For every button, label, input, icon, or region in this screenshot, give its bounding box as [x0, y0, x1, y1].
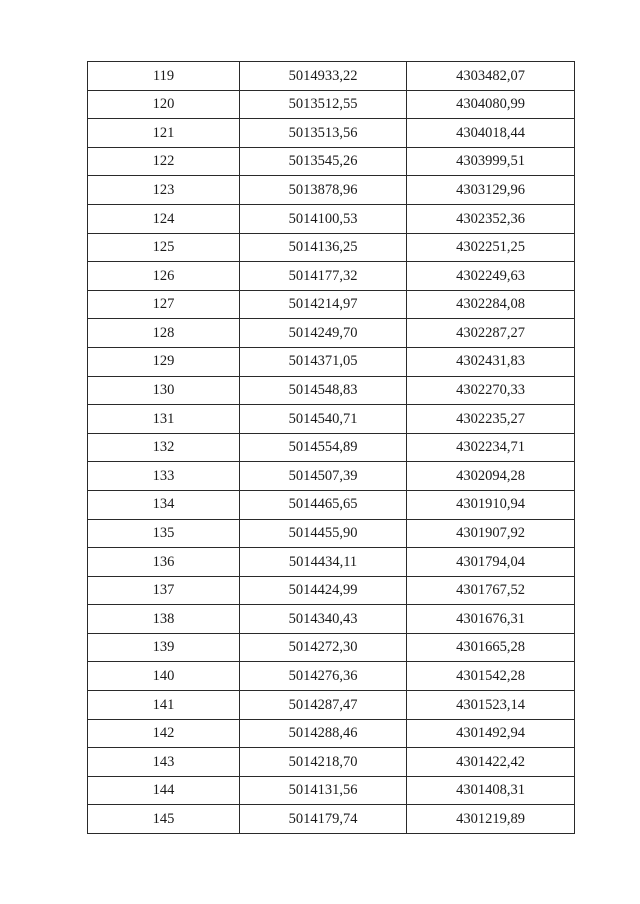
x-coordinate-cell: 5014548,83 — [240, 376, 407, 405]
table-row — [88, 490, 575, 519]
point-number-cell: 130 — [88, 376, 240, 405]
table-row — [88, 319, 575, 348]
point-number-cell: 145 — [88, 805, 240, 834]
y-coordinate-cell: 4302094,28 — [407, 462, 575, 491]
x-coordinate-cell: 5014455,90 — [240, 519, 407, 548]
point-number-cell: 142 — [88, 719, 240, 748]
point-number-cell: 126 — [88, 262, 240, 291]
x-coordinate-cell: 5013545,26 — [240, 147, 407, 176]
y-coordinate-cell: 4301219,89 — [407, 805, 575, 834]
table-row — [88, 147, 575, 176]
point-number-cell: 124 — [88, 204, 240, 233]
x-coordinate-cell: 5014136,25 — [240, 233, 407, 262]
table-row — [88, 776, 575, 805]
x-coordinate-cell: 5013513,56 — [240, 119, 407, 148]
x-coordinate-cell: 5014554,89 — [240, 433, 407, 462]
coordinates-table — [87, 61, 575, 834]
x-coordinate-cell: 5014288,46 — [240, 719, 407, 748]
y-coordinate-cell: 4302249,63 — [407, 262, 575, 291]
x-coordinate-cell: 5014214,97 — [240, 290, 407, 319]
table-row — [88, 290, 575, 319]
table-row — [88, 691, 575, 720]
point-number-cell: 129 — [88, 347, 240, 376]
point-number-cell: 127 — [88, 290, 240, 319]
point-number-cell: 140 — [88, 662, 240, 691]
point-number-cell: 125 — [88, 233, 240, 262]
y-coordinate-cell: 4301676,31 — [407, 605, 575, 634]
y-coordinate-cell: 4303482,07 — [407, 62, 575, 91]
point-number-cell: 133 — [88, 462, 240, 491]
table-row — [88, 462, 575, 491]
x-coordinate-cell: 5013512,55 — [240, 90, 407, 119]
point-number-cell: 122 — [88, 147, 240, 176]
y-coordinate-cell: 4303999,51 — [407, 147, 575, 176]
point-number-cell: 119 — [88, 62, 240, 91]
point-number-cell: 135 — [88, 519, 240, 548]
y-coordinate-cell: 4303129,96 — [407, 176, 575, 205]
table-row — [88, 719, 575, 748]
table-row — [88, 262, 575, 291]
y-coordinate-cell: 4301907,92 — [407, 519, 575, 548]
table-row — [88, 548, 575, 577]
point-number-cell: 131 — [88, 405, 240, 434]
point-number-cell: 138 — [88, 605, 240, 634]
x-coordinate-cell: 5014434,11 — [240, 548, 407, 577]
x-coordinate-cell: 5014507,39 — [240, 462, 407, 491]
point-number-cell: 132 — [88, 433, 240, 462]
y-coordinate-cell: 4301794,04 — [407, 548, 575, 577]
y-coordinate-cell: 4301910,94 — [407, 490, 575, 519]
table-row — [88, 748, 575, 777]
x-coordinate-cell: 5014179,74 — [240, 805, 407, 834]
table-row — [88, 605, 575, 634]
x-coordinate-cell: 5014540,71 — [240, 405, 407, 434]
x-coordinate-cell: 5014218,70 — [240, 748, 407, 777]
y-coordinate-cell: 4302235,27 — [407, 405, 575, 434]
coordinates-table-body — [88, 62, 575, 834]
table-row — [88, 576, 575, 605]
x-coordinate-cell: 5014131,56 — [240, 776, 407, 805]
point-number-cell: 139 — [88, 633, 240, 662]
y-coordinate-cell: 4301665,28 — [407, 633, 575, 662]
table-row — [88, 519, 575, 548]
table-row — [88, 347, 575, 376]
point-number-cell: 121 — [88, 119, 240, 148]
x-coordinate-cell: 5013878,96 — [240, 176, 407, 205]
y-coordinate-cell: 4302270,33 — [407, 376, 575, 405]
y-coordinate-cell: 4302284,08 — [407, 290, 575, 319]
x-coordinate-cell: 5014424,99 — [240, 576, 407, 605]
y-coordinate-cell: 4302431,83 — [407, 347, 575, 376]
x-coordinate-cell: 5014177,32 — [240, 262, 407, 291]
x-coordinate-cell: 5014100,53 — [240, 204, 407, 233]
point-number-cell: 136 — [88, 548, 240, 577]
point-number-cell: 143 — [88, 748, 240, 777]
x-coordinate-cell: 5014249,70 — [240, 319, 407, 348]
point-number-cell: 137 — [88, 576, 240, 605]
point-number-cell: 141 — [88, 691, 240, 720]
table-row — [88, 62, 575, 91]
table-row — [88, 662, 575, 691]
y-coordinate-cell: 4302251,25 — [407, 233, 575, 262]
table-row — [88, 805, 575, 834]
x-coordinate-cell: 5014287,47 — [240, 691, 407, 720]
point-number-cell: 120 — [88, 90, 240, 119]
point-number-cell: 134 — [88, 490, 240, 519]
y-coordinate-cell: 4302287,27 — [407, 319, 575, 348]
y-coordinate-cell: 4304080,99 — [407, 90, 575, 119]
point-number-cell: 123 — [88, 176, 240, 205]
table-row — [88, 405, 575, 434]
table-row — [88, 433, 575, 462]
x-coordinate-cell: 5014276,36 — [240, 662, 407, 691]
x-coordinate-cell: 5014371,05 — [240, 347, 407, 376]
point-number-cell: 128 — [88, 319, 240, 348]
y-coordinate-cell: 4302352,36 — [407, 204, 575, 233]
y-coordinate-cell: 4301523,14 — [407, 691, 575, 720]
table-row — [88, 119, 575, 148]
table-row — [88, 233, 575, 262]
table-row — [88, 90, 575, 119]
y-coordinate-cell: 4301408,31 — [407, 776, 575, 805]
x-coordinate-cell: 5014340,43 — [240, 605, 407, 634]
table-row — [88, 176, 575, 205]
point-number-cell: 144 — [88, 776, 240, 805]
table-row — [88, 204, 575, 233]
x-coordinate-cell: 5014272,30 — [240, 633, 407, 662]
y-coordinate-cell: 4301492,94 — [407, 719, 575, 748]
y-coordinate-cell: 4301422,42 — [407, 748, 575, 777]
y-coordinate-cell: 4302234,71 — [407, 433, 575, 462]
table-row — [88, 376, 575, 405]
y-coordinate-cell: 4301542,28 — [407, 662, 575, 691]
table-row — [88, 633, 575, 662]
x-coordinate-cell: 5014933,22 — [240, 62, 407, 91]
y-coordinate-cell: 4304018,44 — [407, 119, 575, 148]
y-coordinate-cell: 4301767,52 — [407, 576, 575, 605]
x-coordinate-cell: 5014465,65 — [240, 490, 407, 519]
